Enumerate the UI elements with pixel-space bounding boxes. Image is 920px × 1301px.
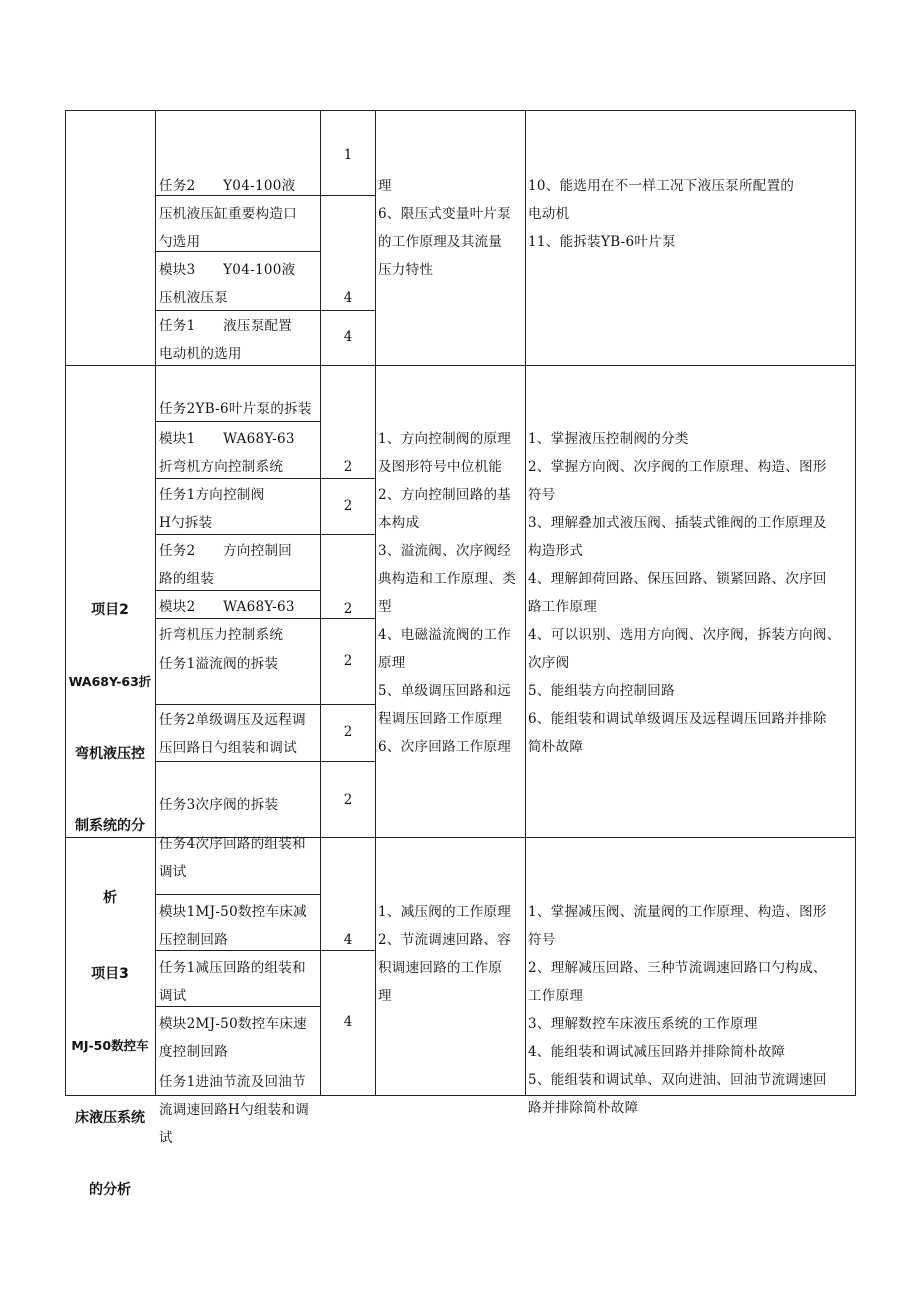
module-cell: 任务2 方向控制回 路的组装: [159, 543, 293, 587]
hours-cell: 2: [343, 653, 353, 669]
project-title: 项目2 WA68Y-63折 弯机液压控 制系统的分 析: [68, 602, 152, 906]
module-cell: 任务1 液压泵配置 电动机的选用: [159, 318, 293, 362]
col-divider-4: [525, 110, 526, 1096]
hours-cell: 2: [343, 601, 353, 617]
col-divider-1: [155, 110, 156, 1096]
hours-cell: 2: [343, 724, 353, 740]
module-cell: 模块3 Y04-100液 压机液压泵: [159, 262, 296, 306]
hours-cell: 2: [343, 792, 353, 808]
skills-cell: 1、掌握减压阀、流量阀的工作原理、构造、图形 符号 2、理解减压回路、三种节流调速回路口勺构成、 工作原理 3、理解数控车床液压系统的工作原理 4、能组装和调试减压回路并排除简朴故障 5、能组装和调试单、双向进油、回油节流调速回 路并排除简朴故障: [528, 904, 827, 1116]
module-cell: 任务2单级调压及远程调 压回路日勺组装和调试: [159, 712, 306, 756]
hours-cell: 2: [343, 498, 353, 514]
module-cell: 任务1溢流阀的拆装: [159, 656, 279, 672]
module-cell: 任务2 Y04-100液 压机液压缸重要构造口 勺选用: [159, 178, 297, 250]
knowledge-cell: 1、方向控制阀的原理 及图形符号中位机能 2、方向控制回路的基 本构成 3、溢流阀、次序阀经 典构造和工作原理、类 型 4、电磁溢流阀的工作 原理 5、单级调压回路和远 程调压回路工作原理 6、次序回路工作原理: [378, 431, 516, 755]
table-border-right: [855, 110, 856, 1096]
module-cell: 模块2MJ-50数控车床速 度控制回路: [159, 1016, 307, 1060]
module-cell: 任务1减压回路的组装和 调试: [159, 960, 306, 1004]
skills-cell: 10、能选用在不一样工况下液压泵所配置的 电动机 11、能拆装YB-6叶片泵: [528, 178, 795, 250]
module-cell: 模块1 WA68Y-63 折弯机方向控制系统: [159, 431, 295, 475]
module-cell: 任务1进油节流及回油节 流调速回路H勺组装和调 试: [159, 1074, 310, 1146]
module-cell: 模块1MJ-50数控车床减 压控制回路: [159, 904, 307, 948]
hours-cell: 4: [343, 932, 353, 948]
knowledge-cell: 1、减压阀的工作原理 2、节流调速回路、容 积调速回路的工作原 理: [378, 904, 512, 1004]
skills-cell: 1、掌握液压控制阀的分类 2、掌握方向阀、次序阀的工作原理、构造、图形 符号 3、理解叠加式液压阀、插装式锥阀的工作原理及 构造形式 4、理解卸荷回路、保压回路、锁紧回路、次序回 路工作原理 4、可以识别、选用方向阀、次序阀，拆装方向阀、 次序阀 5、能组装方向控制回路 6、能组装和调试单级调压及远程调压回路并排除 简朴故障: [528, 431, 841, 755]
knowledge-cell: 理 6、限压式变量叶片泵 的工作原理及其流量 压力特性: [378, 178, 512, 278]
hours-cell: 1: [343, 147, 353, 163]
module-cell: 任务4次序回路的组装和 调试: [159, 836, 306, 880]
col-divider-3: [375, 110, 376, 1096]
project-title: 项目3 MJ-50数控车 床液压系统 的分析: [71, 966, 149, 1198]
module-cell: 模块2 WA68Y-63 折弯机压力控制系统: [159, 599, 295, 643]
table-border-top: [65, 110, 856, 111]
module-cell: 任务1方向控制阀 H勺拆装: [159, 487, 265, 531]
hours-cell: 4: [343, 290, 353, 306]
module-cell: 任务3次序阀的拆装: [159, 797, 279, 813]
hours-cell: 4: [343, 1014, 353, 1030]
module-cell: 任务2YB-6叶片泵的拆装: [159, 401, 312, 417]
hours-cell: 2: [343, 459, 353, 475]
hours-cell: 4: [343, 329, 353, 345]
